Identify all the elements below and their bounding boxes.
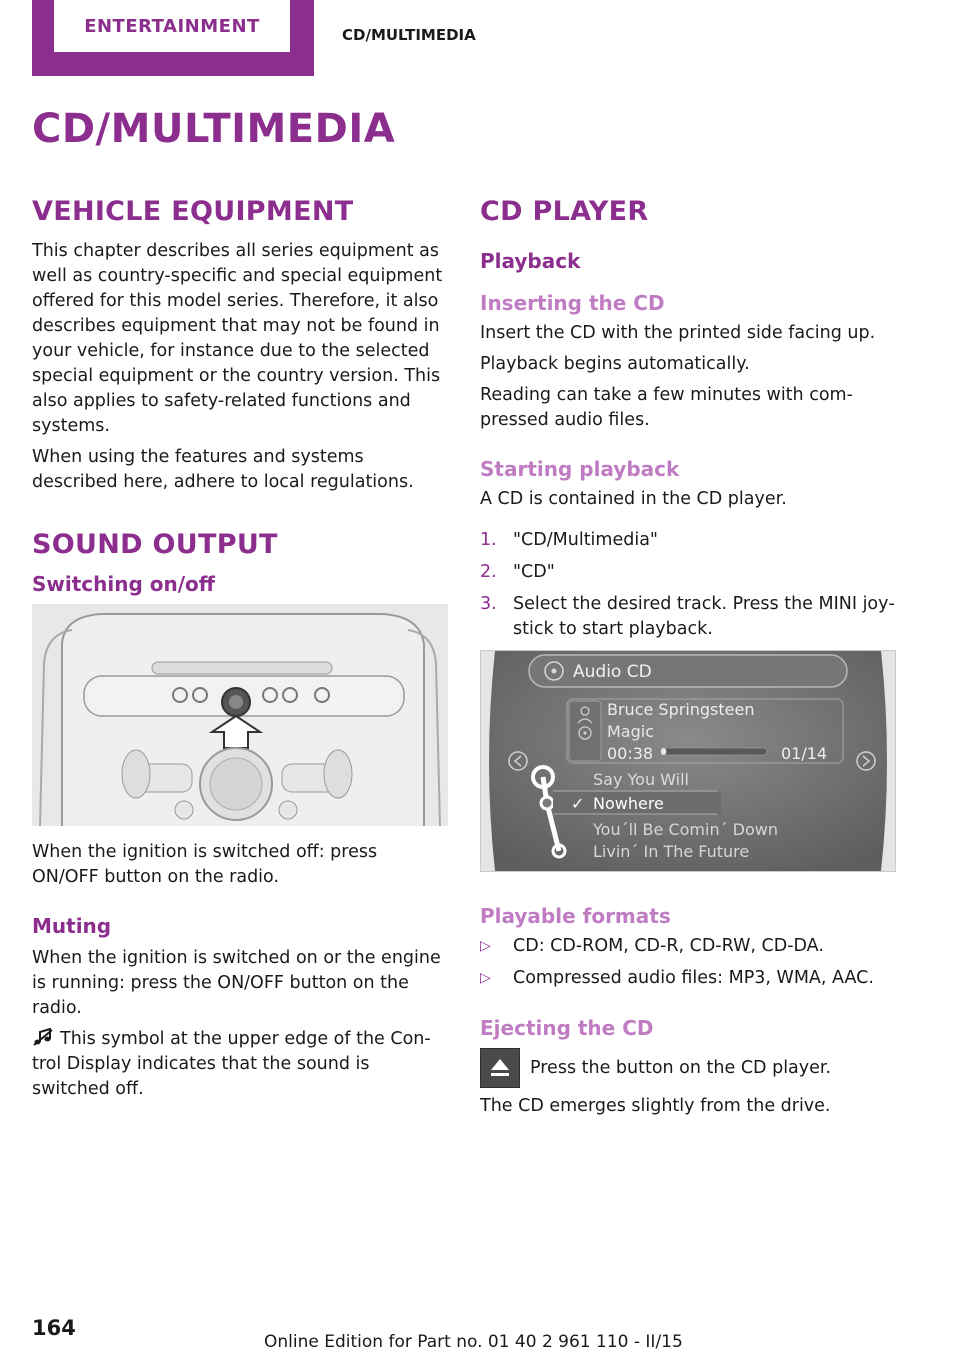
step-item: [480, 528, 896, 553]
screen-time: 00:38: [607, 744, 654, 763]
step-number: 3.: [480, 594, 497, 614]
screen-track-2: Nowhere: [593, 794, 664, 813]
cd-player-heading: CD PLAYER: [480, 196, 649, 227]
sound-output-heading: SOUND OUTPUT: [32, 529, 278, 560]
muting-heading: Muting: [32, 914, 112, 938]
screen-track-3: You´ll Be Comin´ Down: [593, 820, 779, 839]
steps-list: [480, 528, 896, 642]
chapter-tab: [32, 0, 314, 76]
inserting-heading: Inserting the CD: [480, 291, 665, 315]
page-number: 164: [32, 1316, 76, 1340]
muting-text: When the ignition is switched on or the engine is running: press the ON/OFF button on the radio.: [32, 948, 441, 1018]
eject-button-icon: [480, 1048, 520, 1088]
step-text: "CD": [513, 562, 555, 582]
inserting-text-2: Playback begins automatically.: [480, 354, 750, 374]
step-item: [480, 560, 896, 585]
left-column: [32, 196, 448, 1108]
screen-track-4: Livin´ In The Future: [593, 842, 750, 861]
inserting-text-3: Reading can take a few minutes with compressed audio files.: [480, 385, 853, 430]
formats-heading: Playable formats: [480, 904, 671, 928]
ejecting-text: Press the button on the CD player.: [530, 1058, 832, 1078]
format-item: [480, 934, 896, 959]
playback-heading: Playback: [480, 249, 581, 273]
switching-heading: Switching on/off: [32, 572, 215, 596]
radio-console-illustration: [32, 604, 448, 826]
screen-album: Magic: [607, 722, 655, 741]
vehicle-equipment-paragraph-2: When using the features and systems described here, adhere to local regulations.: [32, 447, 414, 492]
ejecting-heading: Ejecting the CD: [480, 1016, 654, 1040]
progress-track: [661, 748, 767, 755]
section-label: CD/MULTIMEDIA: [342, 26, 476, 44]
switching-text: When the ignition is switched off: press ON/OFF button on the radio.: [32, 842, 378, 887]
step-number: 1.: [480, 530, 497, 550]
audio-cd-screen-figure: [480, 650, 896, 872]
page-title: CD/MULTIMEDIA: [32, 106, 396, 152]
step-text: "CD/Multimedia": [513, 530, 658, 550]
ejecting-text-2: The CD emerges slightly from the drive.: [480, 1096, 831, 1116]
format-text: Compressed audio files: MP3, WMA, AAC.: [513, 968, 874, 988]
radio-console-drawing: [32, 604, 448, 826]
bullet-triangle-icon: ▷: [480, 938, 491, 954]
formats-list: [480, 934, 896, 991]
step-item: [480, 592, 896, 642]
audio-cd-screen: [481, 651, 895, 871]
chapter-tab-label: ENTERTAINMENT: [54, 0, 290, 52]
right-column: [480, 196, 896, 1125]
mute-symbol-text: This symbol at the upper edge of the Control Display indicates that the sound is switched off.: [32, 1029, 431, 1099]
step-text: Select the desired track. Press the MINI joystick to start playback.: [513, 594, 895, 639]
screen-track-counter: 01/14: [781, 744, 828, 763]
vehicle-equipment-heading: VEHICLE EQUIPMENT: [32, 196, 354, 227]
starting-text: A CD is contained in the CD player.: [480, 489, 787, 509]
screen-artist: Bruce Springsteen: [607, 700, 755, 719]
vehicle-equipment-paragraph-1: This chapter describes all series equipment as well as country-specific and special equipment offered for this model series. Therefore, it also describes equipment that may not be found in your vehicle, for instance due to the selected special equipment or the country version. This also applies to safety-related functions and systems.: [32, 241, 443, 436]
step-number: 2.: [480, 562, 497, 582]
screen-track-1: Say You Will: [593, 770, 689, 789]
screen-title: Audio CD: [573, 662, 652, 682]
inserting-text-1: Insert the CD with the printed side facing up.: [480, 323, 876, 343]
footer-edition: Online Edition for Part no. 01 40 2 961 110 - II/15: [264, 1332, 683, 1352]
progress-fill: [661, 748, 666, 755]
mute-icon: [32, 1028, 54, 1046]
starting-heading: Starting playback: [480, 457, 680, 481]
bullet-triangle-icon: ▷: [480, 970, 491, 986]
mute-symbol-paragraph: [32, 1027, 448, 1102]
check-icon: ✓: [571, 794, 585, 813]
format-text: CD: CD-ROM, CD-R, CD-RW, CD-DA.: [513, 936, 824, 956]
eject-instruction: [480, 1048, 896, 1088]
format-item: [480, 966, 896, 991]
